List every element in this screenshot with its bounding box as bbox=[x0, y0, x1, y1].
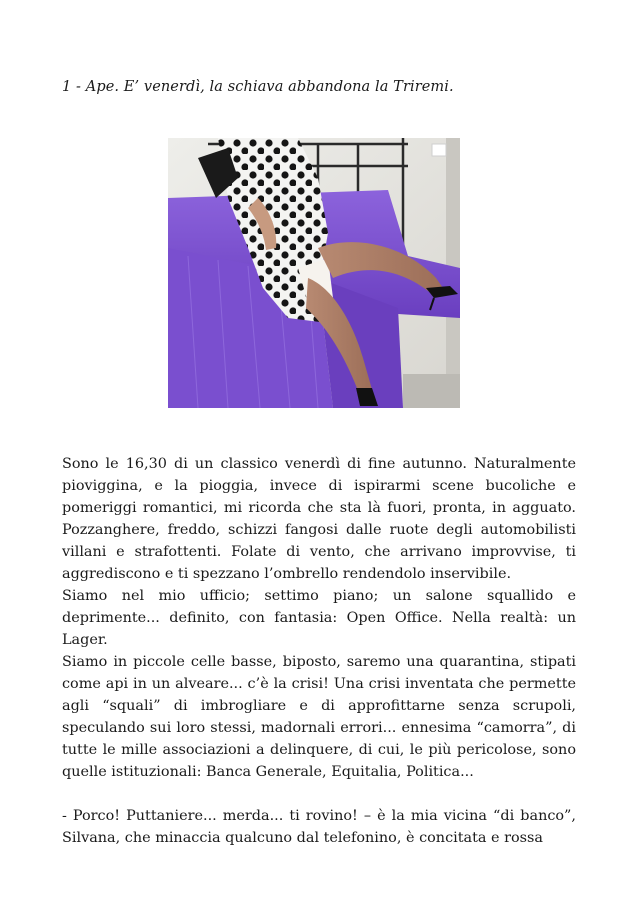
body-text bbox=[62, 453, 576, 849]
paragraph: Sono le 16,30 di un classico venerdì di fine autunno. Naturalmente pioviggina, e la pioggia, invece di ispirarmi scene bucoliche e pomeriggi romantici, mi ricorda che sta là fuori, pronta, in agguato. Pozzanghere, freddo, schizzi fangosi dalle ruote degli automobilisti villani e strafottenti. Folate di vento, che arrivano improvvise, ti aggrediscono e ti spezzano l’ombrello rendendolo inservibile. bbox=[62, 456, 576, 582]
photo-woman-on-bed bbox=[168, 138, 460, 408]
chapter-title: 1 - Ape. E’ venerdì, la schiava abbandona la Triremi. bbox=[62, 79, 454, 95]
paragraph: - Porco! Puttaniere... merda... ti rovino! – è la mia vicina “di banco”, Silvana, che minaccia qualcuno dal telefonino, è concitata e rossa bbox=[62, 808, 576, 846]
paragraph: Siamo in piccole celle basse, biposto, saremo una quarantina, stipati come api in un alveare... c’è la crisi! Una crisi inventata che permette agli “squali” di imbrogliare e di approfittarne senza scrupoli, speculando sui loro stessi, madornali errori... ennesima “camorra”, di tutte le mille associazioni a delinquere, di cui, le più pericolose, sono quelle istituzionali: Banca Generale, Equitalia, Politica... bbox=[62, 654, 576, 780]
paragraph: Siamo nel mio ufficio; settimo piano; un salone squallido e deprimente... definito, con fantasia: Open Office. Nella realtà: un Lager. bbox=[62, 588, 576, 648]
